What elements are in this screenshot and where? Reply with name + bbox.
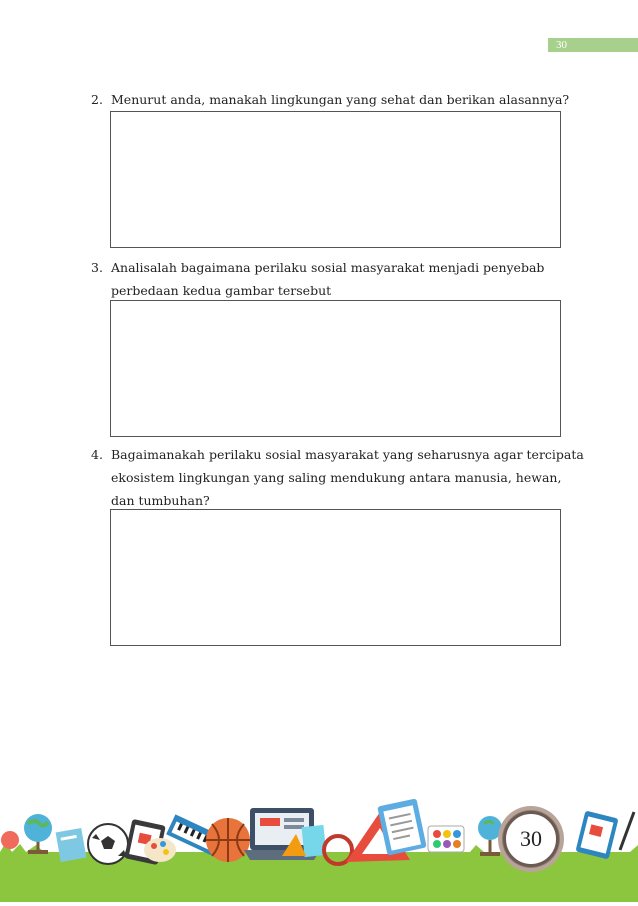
question-number: 2. <box>91 92 103 107</box>
question-text: Menurut anda, manakah lingkungan yang sehat dan berikan alasannya? <box>111 92 570 107</box>
soccer-ball-icon <box>88 824 128 864</box>
question-text: ekosistem lingkungan yang saling mendukung antara manusia, hewan, <box>111 470 562 485</box>
notebook-icon <box>56 828 87 862</box>
question-3 <box>91 256 544 302</box>
question-text: Analisalah bagaimana perilaku sosial masyarakat menjadi penyebab <box>111 260 545 275</box>
page-number-badge: 30 <box>503 811 559 867</box>
question-text: perbedaan kedua gambar tersebut <box>111 283 332 298</box>
question-2 <box>91 88 569 111</box>
question-4 <box>91 443 584 512</box>
question-text: Bagaimanakah perilaku sosial masyarakat yang seharusnya agar tercipata <box>111 447 584 462</box>
question-number: 3. <box>91 260 103 275</box>
question-number: 4. <box>91 447 103 462</box>
globe-icon <box>24 814 52 854</box>
paint-palette-icon <box>144 838 176 862</box>
paint-set-icon <box>428 826 464 852</box>
answer-box-2[interactable] <box>110 111 561 248</box>
page-number-tab: 30 <box>548 38 638 52</box>
answer-box-4[interactable] <box>110 509 561 646</box>
answer-box-3[interactable] <box>110 300 561 437</box>
question-text: dan tumbuhan? <box>111 493 210 508</box>
basketball-icon <box>206 818 250 862</box>
